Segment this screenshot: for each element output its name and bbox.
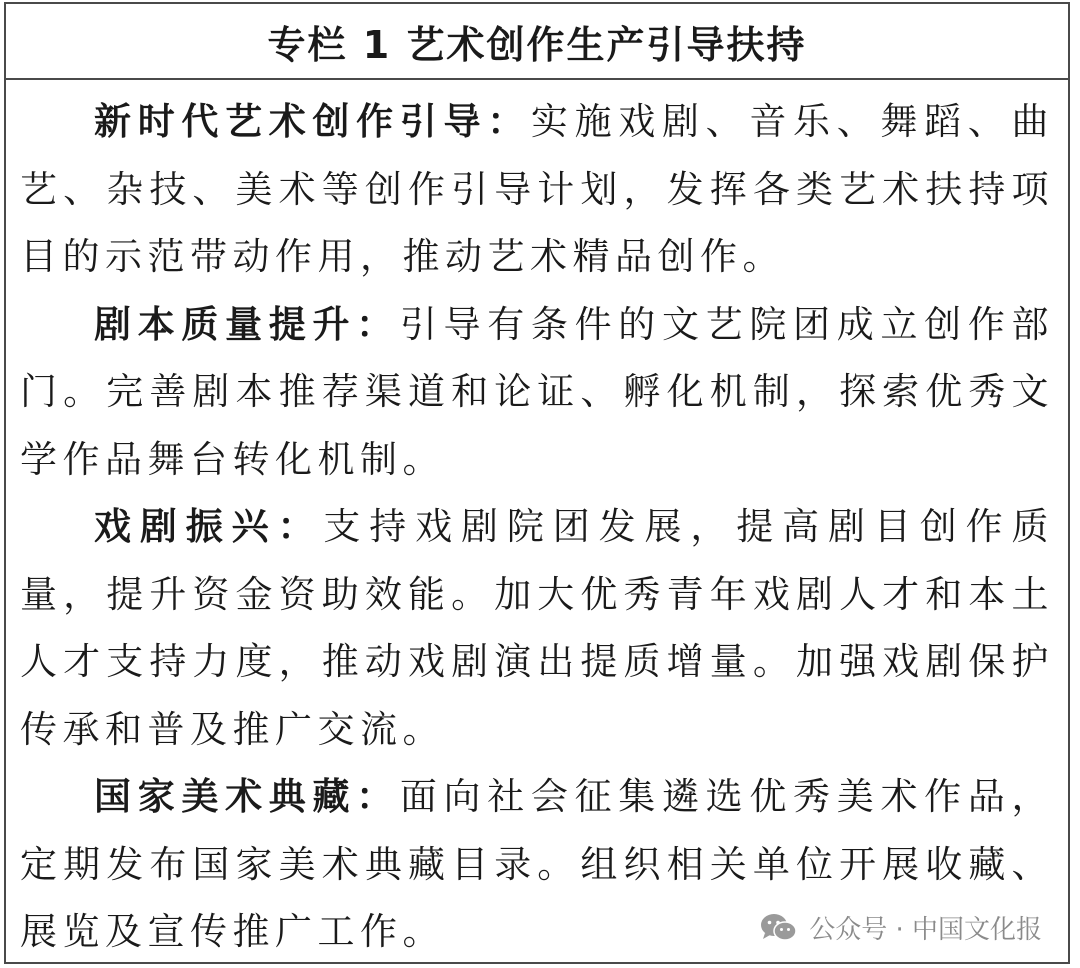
paragraph-text: 引导有条件的文艺院团成立创作部门。完善剧本推荐渠道和论证、孵化机制，探索优秀文学作品舞台转化机制。 (20, 302, 1055, 481)
paragraph-lead: 国家美术典藏： (94, 774, 400, 818)
column-header (6, 4, 1068, 80)
paragraph-art-creation-guidance (20, 88, 1054, 291)
watermark (755, 907, 1046, 948)
paragraph-lead: 剧本质量提升： (94, 301, 400, 346)
watermark-text: 公众号 · 中国文化报 (809, 915, 1042, 945)
paragraph-lead: 戏剧振兴： (94, 504, 324, 548)
paragraph-text: 实施戏剧、音乐、舞蹈、曲艺、杂技、美术等创作引导计划，发挥各类艺术扶持项目的示范带动作用，推动艺术精品创作。 (20, 100, 1055, 278)
paragraph-script-quality (20, 291, 1054, 494)
paragraph-text: 面向社会征集遴选优秀美术作品，定期发布国家美术典藏目录。组织相关单位开展收藏、展览及宣传推广工作。 (20, 775, 1055, 953)
paragraph-lead: 新时代艺术创作引导： (94, 99, 531, 143)
paragraph-text: 支持戏剧院团发展，提高剧目创作质量，提升资金资助效能。加大优秀青年戏剧人才和本土人才支持力度，推动戏剧演出提质增量。加强戏剧保护传承和普及推广交流。 (20, 505, 1054, 751)
wechat-icon (759, 912, 799, 944)
column-box (4, 2, 1070, 964)
column-content (6, 80, 1068, 966)
paragraph-drama-revival (20, 493, 1054, 763)
column-title: 专栏 1 艺术创作生产引导扶持 (267, 22, 807, 67)
